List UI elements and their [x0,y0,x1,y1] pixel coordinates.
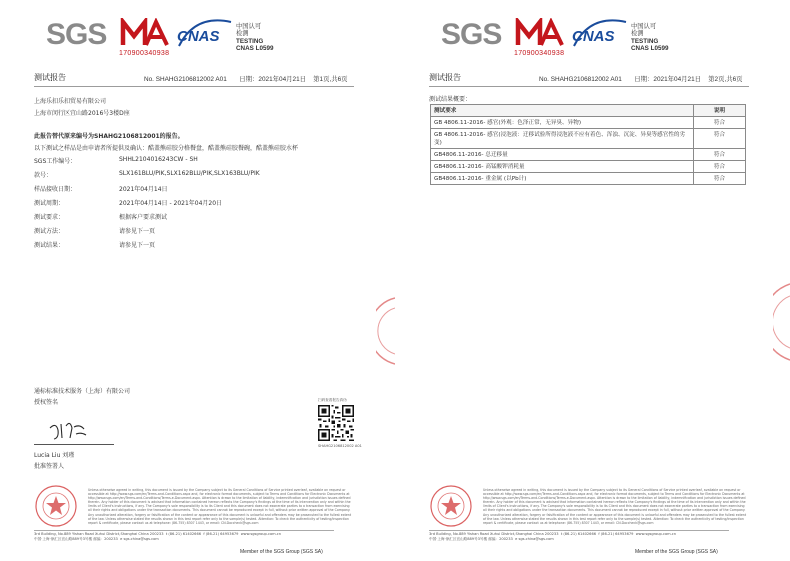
terms-text: Unless otherwise agreed in writing, this document is issued by the Company subject to its General Conditions of Service printed overleaf, available on request or accessible at http://www.sgs.com/en/Terms-and-Conditions.aspx and, for electronic format documents, subject to Terms and Conditions for Electronic Documents at http://www.sgs.com/en/Terms-and-Conditions/Terms-e-Document.aspx. Attention is drawn to the limitation of liability, indemnification and jurisdiction issues defined therein. Any holder of this document is advised that information contained hereon reflects the Company's findings at the time of its intervention only and within the limits of Client's instructions, if any. The Company's sole responsibility is to its Client and this document does not exonerate parties to a transaction from exercising all their rights and obligations under the transaction documents. This document cannot be reproduced except in full, without prior written approval of the Company. Any unauthorized alteration, forgery or falsification of the content or appearance of this document is unlawful and offenders may be prosecuted to the fullest extent of the law. Unless otherwise stated the results shown in this test report refer only to the sample(s) tested. [483,488,747,521]
page-number: 第1页,共6页 [313,76,348,83]
cnas-number: CNAS L0599 [236,45,274,53]
sgs-seal-icon [429,484,473,528]
qr-caption-top: 扫码查看报告真伪 [318,398,347,402]
footer-contact [429,530,729,542]
row-value: 2021年04月14日 - 2021年04月20日 [119,200,223,207]
approver-title: 批准签署人 [34,463,65,470]
sgs-seal-icon [34,484,78,528]
summary-title: 测试结果概要： [429,96,472,103]
note-cell: 符合 [694,161,746,173]
row-value: 请参见下一页 [119,242,156,249]
row-label: 样品接收日期： [34,186,77,193]
requirement-cell: GB4806.11-2016- 高锰酸钾消耗量 [431,161,694,173]
client-statement: 以下测试之样品是由申请者所提供及确认：酷盖熊硅胶分格餐盘，酷盖熊硅胶餐碗，酷盖熊硅胶水杯 [34,145,299,152]
footer-fine-print [483,488,748,528]
header-rule [429,86,749,87]
ma-number: 170900340938 [119,50,170,57]
address-en: 3rd Building, No.889 Yishan Road Xuhui District,Shanghai China 200233 t (86-21) 61402666 f (86-21) 64953679 www.sgsgroup.com.cn [34,532,282,536]
cnas-cn2: 检测 [631,30,644,38]
page-number: 第2页,共6页 [708,76,743,83]
signature-line [34,444,114,445]
requirement-cell: GB4806.11-2016- 重金属 (以Pb计) [431,173,694,185]
terms-text: Unless otherwise agreed in writing, this document is issued by the Company subject to its General Conditions of Service printed overleaf, available on request or accessible at http://www.sgs.com/en/Terms-and-Conditions.aspx and, for electronic format documents, subject to Terms and Conditions for Electronic Documents at http://www.sgs.com/en/Terms-and-Conditions/Terms-e-Document.aspx. Attention is drawn to the limitation of liability, indemnification and jurisdiction issues defined therein. Any holder of this document is advised that information contained hereon reflects the Company's findings at the time of its intervention only and within the limits of Client's instructions, if any. The Company's sole responsibility is to its Client and this document does not exonerate parties to a transaction from exercising all their rights and obligations under the transaction documents. This document cannot be reproduced except in full, without prior written approval of the Company. Any unauthorized alteration, forgery or falsification of the content or appearance of this document is unlawful and offenders may be prosecuted to the fullest extent of the law. Unless otherwise stated the results shown in this test report refer only to the sample(s) tested. [88,488,352,521]
table-row [431,173,746,185]
note-cell: 符合 [694,117,746,129]
report-number: No. SHAHG2106812002 A01 [539,76,622,83]
red-stamp-edge-icon [773,282,790,362]
requirement-cell: GB4806.11-2016- 总迁移量 [431,149,694,161]
replace-notice: 此报告替代原来编号为SHAHG2106812001的报告。 [34,133,184,140]
ma-number: 170900340938 [514,50,565,57]
header-rule [34,86,354,87]
row-label: 测试方法： [34,228,65,235]
cnas-cn1: 中国认可 [631,23,657,30]
red-stamp-edge-icon [376,296,395,366]
row-value: 请参见下一页 [119,228,156,235]
cnas-logo [568,16,630,50]
row-value: SHHL2104016243CW - SH [119,156,198,163]
report-meta [539,74,743,83]
cnas-caption [631,23,668,53]
page-title: 测试报告 [429,73,461,82]
qr-code-icon[interactable] [318,405,354,441]
client-company: 上海乐扣乐扣贸易有限公司 [34,98,107,105]
table-header-row [431,105,746,117]
qr-caption-bottom: SHAHG2106812002 A01 [318,444,362,448]
row-label: 测试周期： [34,200,65,207]
report-meta [144,74,348,83]
report-date: 日期：2021年04月21日 [239,76,307,83]
member-of-sgs: Member of the SGS Group (SGS SA) [635,549,718,555]
note-cell: 符合 [694,149,746,161]
header-requirement: 测试要求 [431,105,694,117]
sgs-logo: SGS [441,18,502,51]
footer-fine-print [88,488,353,528]
ma-logo [120,18,170,48]
cnas-cn1: 中国认可 [236,23,262,30]
row-label: 测试结果： [34,242,65,249]
cnas-caption [236,23,273,53]
address-en: 3rd Building, No.889 Yishan Road Xuhui District,Shanghai China 200233 t (86-21) 61402666 f (86-21) 64953679 www.sgsgroup.com.cn [429,532,677,536]
address-cn: 中国·上海·徐汇区宜山路889号3号楼 邮编：200233 e sgs.china@sgs.com [34,537,159,541]
footer-contact [34,530,334,542]
row-value: SLX161BLU/PIK,SLX162BLU/PIK,SLX163BLU/PIK [119,170,260,177]
report-number: No. SHAHG2106812002 A01 [144,76,227,83]
cnas-logo [173,16,235,50]
row-label: 测试要求： [34,214,65,221]
attention-text: Attention: To check the authenticity of testing/inspection report & certificate, please contact us at telephone: (86-755) 8307 1443, or email: CN.Doccheck@sgs.com [88,516,349,525]
sgs-logo: SGS [46,18,107,51]
issuer-name: 通标标准技术服务（上海）有限公司 [34,388,131,395]
report-page-2 [395,0,790,561]
signer-name: Lucia Liu 刘瑾 [34,452,75,459]
requirement-cell: GB 4806.11-2016- 感官(浸泡液：迁移试验所得浸泡液不应有着色、浑浊、沉淀、异臭等感官性的劣变) [431,129,694,149]
results-table [430,104,746,185]
row-value: 2021年04月14日 [119,186,168,193]
row-label: 款号： [34,172,53,179]
svg-text:CNAS: CNAS [177,28,220,45]
row-value: 根据客户要求测试 [119,214,168,221]
cnas-number: CNAS L0599 [631,45,669,53]
member-of-sgs: Member of the SGS Group (SGS SA) [240,549,323,555]
table-row [431,161,746,173]
table-row [431,117,746,129]
svg-text:CNAS: CNAS [572,28,615,45]
table-row [431,129,746,149]
report-date: 日期：2021年04月21日 [634,76,702,83]
cnas-testing: TESTING [236,37,264,45]
note-cell: 符合 [694,173,746,185]
cnas-cn2: 检测 [236,30,249,38]
note-cell: 符合 [694,129,746,149]
page-title: 测试报告 [34,73,66,82]
handwritten-signature [46,418,90,442]
row-label: SGS工作编号： [34,158,77,165]
client-address: 上海市闵行区宜山路2016号3楼D座 [34,110,130,117]
attention-text: Attention: To check the authenticity of testing/inspection report & certificate, please contact us at telephone: (86-755) 8307 1443, or email: CN.Doccheck@sgs.com [483,516,744,525]
cnas-testing: TESTING [631,37,659,45]
ma-logo [515,18,565,48]
table-row [431,149,746,161]
address-cn: 中国·上海·徐汇区宜山路889号3号楼 邮编：200233 e sgs.china@sgs.com [429,537,554,541]
authorized-signature-label: 授权签名 [34,399,59,406]
requirement-cell: GB 4806.11-2016- 感官(外观：色泽正常，无异臭、异物) [431,117,694,129]
header-note: 说明 [694,105,746,117]
